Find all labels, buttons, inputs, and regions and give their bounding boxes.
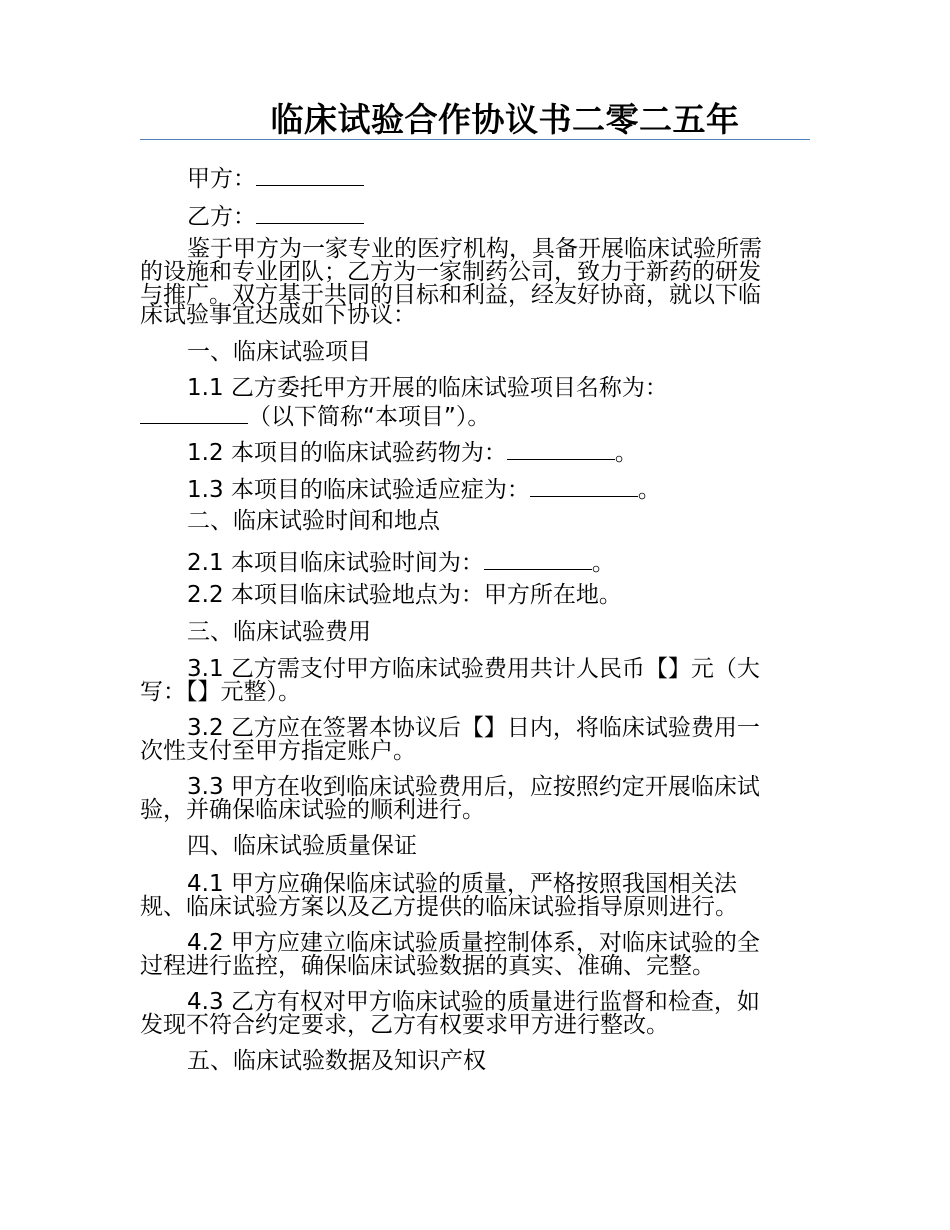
party-b-line [187,201,857,229]
clause-1-2-end: 。 [614,440,638,466]
title-underline [140,139,810,140]
project-name-blank [140,401,248,424]
time-blank [484,547,592,570]
clause-1-3 [187,474,857,502]
clause-4-2-line-2: 过程进行监控，确保临床试验数据的真实、准确、完整。 [140,953,715,979]
clause-1-1-suffix: （以下简称“本项目”）。 [248,404,491,430]
clause-2-1 [187,547,857,575]
party-a-blank [256,163,364,186]
clause-1-2-text: 1.2 本项目的临床试验药物为： [187,440,507,466]
clause-3-3-line-1: 3.3 甲方在收到临床试验费用后，应按照约定开展临床试 [187,774,760,800]
drug-blank [507,437,615,460]
clause-1-3-text: 1.3 本项目的临床试验适应症为： [187,477,530,503]
section-4-heading: 四、临床试验质量保证 [187,833,417,859]
section-2-heading: 二、临床试验时间和地点 [187,508,440,534]
clause-4-1-line-1: 4.1 甲方应确保临床试验的质量，严格按照我国相关法 [187,871,737,897]
clause-1-2 [187,437,857,465]
clause-4-2-line-1: 4.2 甲方应建立临床试验质量控制体系，对临床试验的全 [187,930,760,956]
clause-1-3-end: 。 [637,477,661,503]
clause-2-1-text: 2.1 本项目临床试验时间为： [187,550,484,576]
indication-blank [530,474,638,497]
clause-4-3-line-1: 4.3 乙方有权对甲方临床试验的质量进行监督和检查，如 [187,989,760,1015]
party-a-label: 甲方： [187,166,256,192]
clause-3-1-line-2: 写：【】元整）。 [140,679,301,705]
section-1-heading: 一、临床试验项目 [187,339,371,365]
section-5-heading: 五、临床试验数据及知识产权 [187,1048,486,1074]
party-b-blank [256,201,364,224]
party-b-label: 乙方： [187,204,256,230]
clause-3-2-line-2: 次性支付至甲方指定账户。 [140,738,416,764]
preamble-line: 与推广。双方基于共同的目标和利益，经友好协商，就以下临 [140,282,761,308]
preamble-line: 床试验事宜达成如下协议： [140,302,416,328]
clause-1-1-line-2 [140,401,810,429]
clause-4-3-line-2: 发现不符合约定要求，乙方有权要求甲方进行整改。 [140,1012,669,1038]
party-a-line [187,163,857,191]
document-title: 临床试验合作协议书二零二五年 [270,100,740,139]
clause-3-3-line-2: 验，并确保临床试验的顺利进行。 [140,797,485,823]
preamble-line: 的设施和专业团队；乙方为一家制药公司，致力于新药的研发 [140,259,761,285]
clause-2-1-end: 。 [591,550,615,576]
clause-4-1-line-2: 规、临床试验方案以及乙方提供的临床试验指导原则进行。 [140,894,738,920]
section-3-heading: 三、临床试验费用 [187,619,371,645]
clause-3-2-line-1: 3.2 乙方应在签署本协议后【】日内，将临床试验费用一 [187,715,760,741]
preamble-line: 鉴于甲方为一家专业的医疗机构，具备开展临床试验所需 [187,236,762,262]
clause-1-1-line-1: 1.1 乙方委托甲方开展的临床试验项目名称为： [187,375,668,401]
clause-3-1-line-1: 3.1 乙方需支付甲方临床试验费用共计人民币【】元（大 [187,656,760,682]
clause-2-2: 2.2 本项目临床试验地点为：甲方所在地。 [187,582,622,608]
